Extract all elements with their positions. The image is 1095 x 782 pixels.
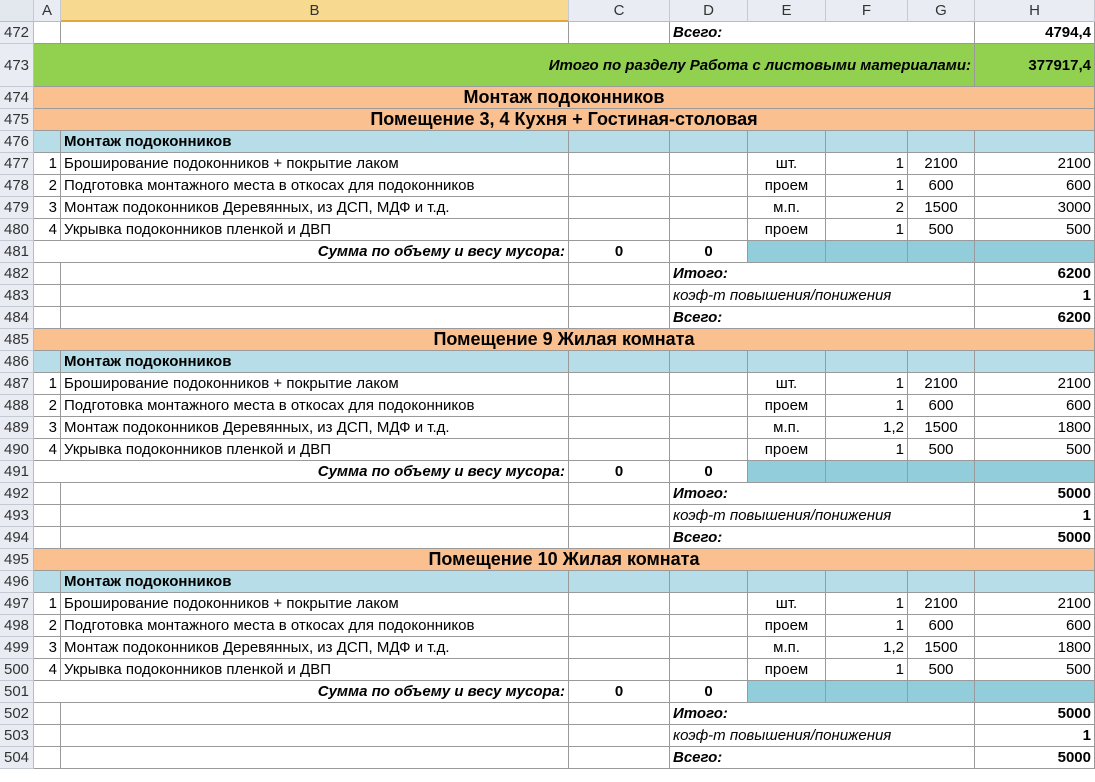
row-header[interactable]: 503 <box>0 725 34 747</box>
item-unit-cell[interactable]: шт. <box>748 153 826 175</box>
cell-c[interactable] <box>569 131 670 153</box>
sheet-row <box>0 219 1095 241</box>
row-header[interactable]: 493 <box>0 505 34 527</box>
item-unit-cell[interactable]: проем <box>748 175 826 197</box>
cell-c[interactable] <box>569 725 670 747</box>
cell-c[interactable] <box>569 219 670 241</box>
sheet-row <box>0 175 1095 197</box>
item-amount-cell[interactable]: 600 <box>975 175 1095 197</box>
row-header[interactable]: 478 <box>0 175 34 197</box>
cell-a[interactable] <box>34 725 61 747</box>
item-quantity-cell[interactable]: 1 <box>826 153 908 175</box>
item-number-cell[interactable]: 4 <box>34 659 61 681</box>
sheet-row <box>0 285 1095 307</box>
total-label-cell[interactable]: Итого: <box>670 703 975 725</box>
item-quantity-cell[interactable]: 1,2 <box>826 637 908 659</box>
item-price-cell[interactable]: 500 <box>908 439 975 461</box>
item-price-cell[interactable]: 500 <box>908 659 975 681</box>
cell-a[interactable] <box>34 571 61 593</box>
item-amount-cell[interactable]: 2100 <box>975 593 1095 615</box>
debris-label-cell[interactable]: Сумма по объему и весу мусора: <box>34 681 569 703</box>
cell-c[interactable] <box>569 615 670 637</box>
cell-e[interactable] <box>748 131 826 153</box>
cell-a[interactable] <box>34 483 61 505</box>
cell-d[interactable] <box>670 219 748 241</box>
total-label-cell[interactable]: Всего: <box>670 307 975 329</box>
item-amount-cell[interactable]: 500 <box>975 219 1095 241</box>
cell-d[interactable] <box>670 153 748 175</box>
item-amount-cell[interactable]: 1800 <box>975 417 1095 439</box>
sheet-row <box>0 703 1095 725</box>
cell-d[interactable] <box>670 373 748 395</box>
item-description-cell[interactable]: Укрывка подоконников пленкой и ДВП <box>61 439 569 461</box>
sheet-row <box>0 593 1095 615</box>
item-quantity-cell[interactable]: 1,2 <box>826 417 908 439</box>
row-header[interactable]: 479 <box>0 197 34 219</box>
cell-c[interactable] <box>569 307 670 329</box>
item-amount-cell[interactable]: 2100 <box>975 153 1095 175</box>
item-unit-cell[interactable]: проем <box>748 219 826 241</box>
debris-volume-cell[interactable]: 0 <box>569 681 670 703</box>
cell-b[interactable] <box>61 505 569 527</box>
item-description-cell[interactable]: Монтаж подоконников Деревянных, из ДСП, МДФ и т.д. <box>61 417 569 439</box>
item-price-cell[interactable]: 500 <box>908 219 975 241</box>
item-quantity-cell[interactable]: 1 <box>826 439 908 461</box>
row-header[interactable]: 500 <box>0 659 34 681</box>
row-header[interactable]: 483 <box>0 285 34 307</box>
total-value-cell[interactable]: 5000 <box>975 527 1095 549</box>
cell-d[interactable] <box>670 659 748 681</box>
item-price-cell[interactable]: 600 <box>908 395 975 417</box>
item-price-cell[interactable]: 1500 <box>908 197 975 219</box>
cell-h[interactable] <box>975 241 1095 263</box>
sheet-row <box>0 439 1095 461</box>
cell-c[interactable] <box>569 22 670 44</box>
debris-weight-cell[interactable]: 0 <box>670 681 748 703</box>
item-number-cell[interactable]: 4 <box>34 219 61 241</box>
cell-f[interactable] <box>826 131 908 153</box>
debris-weight-cell[interactable]: 0 <box>670 241 748 263</box>
sheet-row <box>0 241 1095 263</box>
cell-d[interactable] <box>670 439 748 461</box>
row-header[interactable]: 501 <box>0 681 34 703</box>
cell-e[interactable] <box>748 241 826 263</box>
cell-d[interactable] <box>670 395 748 417</box>
section-title-cell[interactable]: Помещение 10 Жилая комната <box>34 549 1095 571</box>
select-all-corner[interactable] <box>0 0 34 22</box>
cell-c[interactable] <box>569 285 670 307</box>
item-number-cell[interactable]: 2 <box>34 615 61 637</box>
sheet-row <box>0 153 1095 175</box>
item-number-cell[interactable]: 3 <box>34 637 61 659</box>
item-amount-cell[interactable]: 500 <box>975 659 1095 681</box>
total-value-cell[interactable]: 5000 <box>975 483 1095 505</box>
total-value-cell[interactable]: 5000 <box>975 703 1095 725</box>
row-header[interactable]: 480 <box>0 219 34 241</box>
sheet-row <box>0 747 1095 769</box>
sheet-row <box>0 615 1095 637</box>
total-label-cell[interactable]: Всего: <box>670 747 975 769</box>
cell-c[interactable] <box>569 373 670 395</box>
row-header[interactable]: 481 <box>0 241 34 263</box>
row-header[interactable]: 502 <box>0 703 34 725</box>
item-number-cell[interactable]: 1 <box>34 373 61 395</box>
cell-a[interactable] <box>34 22 61 44</box>
cell-d[interactable] <box>670 417 748 439</box>
cell-g[interactable] <box>908 351 975 373</box>
row-header[interactable]: 495 <box>0 549 34 571</box>
row-header[interactable]: 476 <box>0 131 34 153</box>
item-price-cell[interactable]: 600 <box>908 175 975 197</box>
row-header[interactable]: 487 <box>0 373 34 395</box>
coefficient-label-cell[interactable]: коэф-т повышения/понижения <box>670 505 975 527</box>
item-unit-cell[interactable]: м.п. <box>748 417 826 439</box>
item-unit-cell[interactable]: шт. <box>748 593 826 615</box>
cell-c[interactable] <box>569 417 670 439</box>
item-quantity-cell[interactable]: 1 <box>826 659 908 681</box>
item-description-cell[interactable]: Подготовка монтажного места в откосах для подоконников <box>61 175 569 197</box>
cell-a[interactable] <box>34 307 61 329</box>
cell-g[interactable] <box>908 461 975 483</box>
item-quantity-cell[interactable]: 1 <box>826 615 908 637</box>
row-header[interactable]: 491 <box>0 461 34 483</box>
row-header[interactable]: 497 <box>0 593 34 615</box>
item-price-cell[interactable]: 1500 <box>908 637 975 659</box>
section-total-label[interactable]: Итого по разделу Работа с листовыми материалами: <box>34 44 975 87</box>
cell-d[interactable] <box>670 615 748 637</box>
cell-c[interactable] <box>569 505 670 527</box>
debris-volume-cell[interactable]: 0 <box>569 241 670 263</box>
item-quantity-cell[interactable]: 2 <box>826 197 908 219</box>
item-unit-cell[interactable]: проем <box>748 615 826 637</box>
cell-d[interactable] <box>670 351 748 373</box>
cell-h[interactable] <box>975 461 1095 483</box>
sheet-row <box>0 131 1095 153</box>
total-label-cell[interactable]: Всего: <box>670 527 975 549</box>
row-header[interactable]: 492 <box>0 483 34 505</box>
cell-b[interactable] <box>61 22 569 44</box>
item-description-cell[interactable]: Броширование подоконников + покрытие лаком <box>61 593 569 615</box>
sheet-row <box>0 483 1095 505</box>
item-description-cell[interactable]: Подготовка монтажного места в откосах для подоконников <box>61 395 569 417</box>
row-header[interactable]: 475 <box>0 109 34 131</box>
cell-c[interactable] <box>569 703 670 725</box>
item-description-cell[interactable]: Укрывка подоконников пленкой и ДВП <box>61 219 569 241</box>
cell-a[interactable] <box>34 285 61 307</box>
cell-c[interactable] <box>569 197 670 219</box>
cell-d[interactable] <box>670 593 748 615</box>
debris-label-cell[interactable]: Сумма по объему и весу мусора: <box>34 241 569 263</box>
item-description-cell[interactable]: Монтаж подоконников Деревянных, из ДСП, МДФ и т.д. <box>61 197 569 219</box>
section-title-cell[interactable]: Помещение 9 Жилая комната <box>34 329 1095 351</box>
cell-d[interactable] <box>670 175 748 197</box>
item-price-cell[interactable]: 2100 <box>908 593 975 615</box>
row-header[interactable]: 477 <box>0 153 34 175</box>
cell-d[interactable] <box>670 637 748 659</box>
sheet-row <box>0 307 1095 329</box>
cell-d[interactable] <box>670 571 748 593</box>
item-quantity-cell[interactable]: 1 <box>826 395 908 417</box>
cell-f[interactable] <box>826 461 908 483</box>
cell-h[interactable] <box>975 681 1095 703</box>
cell-b[interactable] <box>61 747 569 769</box>
cell-c[interactable] <box>569 351 670 373</box>
item-amount-cell[interactable]: 500 <box>975 439 1095 461</box>
total-label-cell[interactable]: Итого: <box>670 483 975 505</box>
sheet-row <box>0 263 1095 285</box>
sheet-row <box>0 329 1095 351</box>
sheet-row <box>0 395 1095 417</box>
sheet-row <box>0 109 1095 131</box>
column-header-a[interactable]: A <box>34 0 61 22</box>
total-label-cell[interactable]: Всего: <box>670 22 975 44</box>
coefficient-value-cell[interactable]: 1 <box>975 725 1095 747</box>
item-unit-cell[interactable]: шт. <box>748 373 826 395</box>
cell-c[interactable] <box>569 395 670 417</box>
total-value-cell[interactable]: 4794,4 <box>975 22 1095 44</box>
item-amount-cell[interactable]: 1800 <box>975 637 1095 659</box>
cell-c[interactable] <box>569 263 670 285</box>
cell-a[interactable] <box>34 527 61 549</box>
row-header[interactable]: 472 <box>0 22 34 44</box>
cell-a[interactable] <box>34 703 61 725</box>
cell-b[interactable] <box>61 703 569 725</box>
cell-h[interactable] <box>975 571 1095 593</box>
group-header-cell[interactable]: Монтаж подоконников <box>61 351 569 373</box>
coefficient-value-cell[interactable]: 1 <box>975 285 1095 307</box>
row-header[interactable]: 474 <box>0 87 34 109</box>
row-header[interactable]: 490 <box>0 439 34 461</box>
cell-b[interactable] <box>61 527 569 549</box>
item-unit-cell[interactable]: проем <box>748 395 826 417</box>
cell-c[interactable] <box>569 175 670 197</box>
cell-g[interactable] <box>908 241 975 263</box>
row-header[interactable]: 489 <box>0 417 34 439</box>
item-amount-cell[interactable]: 600 <box>975 395 1095 417</box>
row-header[interactable]: 499 <box>0 637 34 659</box>
item-description-cell[interactable]: Броширование подоконников + покрытие лаком <box>61 153 569 175</box>
cell-c[interactable] <box>569 439 670 461</box>
sheet-row <box>0 461 1095 483</box>
sheet-row <box>0 351 1095 373</box>
cell-c[interactable] <box>569 571 670 593</box>
cell-d[interactable] <box>670 197 748 219</box>
cell-a[interactable] <box>34 747 61 769</box>
row-header[interactable]: 498 <box>0 615 34 637</box>
sheet-row <box>0 22 1095 44</box>
item-number-cell[interactable]: 2 <box>34 175 61 197</box>
cell-f[interactable] <box>826 681 908 703</box>
sheet-row <box>0 87 1095 109</box>
cell-h[interactable] <box>975 351 1095 373</box>
sheet-row <box>0 197 1095 219</box>
item-unit-cell[interactable]: проем <box>748 659 826 681</box>
cell-a[interactable] <box>34 263 61 285</box>
column-header-c[interactable]: C <box>569 0 670 22</box>
coefficient-label-cell[interactable]: коэф-т повышения/понижения <box>670 285 975 307</box>
cell-e[interactable] <box>748 571 826 593</box>
item-unit-cell[interactable]: м.п. <box>748 637 826 659</box>
coefficient-label-cell[interactable]: коэф-т повышения/понижения <box>670 725 975 747</box>
cell-c[interactable] <box>569 747 670 769</box>
item-quantity-cell[interactable]: 1 <box>826 593 908 615</box>
section-total-value[interactable]: 377917,4 <box>975 44 1095 87</box>
cell-f[interactable] <box>826 571 908 593</box>
item-description-cell[interactable]: Укрывка подоконников пленкой и ДВП <box>61 659 569 681</box>
cell-b[interactable] <box>61 263 569 285</box>
cell-a[interactable] <box>34 131 61 153</box>
sheet-row <box>0 725 1095 747</box>
column-header-b[interactable]: B <box>61 0 569 22</box>
item-number-cell[interactable]: 2 <box>34 395 61 417</box>
column-header-f[interactable]: F <box>826 0 908 22</box>
sheet-row <box>0 549 1095 571</box>
item-quantity-cell[interactable]: 1 <box>826 219 908 241</box>
cell-c[interactable] <box>569 593 670 615</box>
section-title-cell[interactable]: Монтаж подоконников <box>34 87 1095 109</box>
item-number-cell[interactable]: 1 <box>34 593 61 615</box>
item-price-cell[interactable]: 1500 <box>908 417 975 439</box>
item-quantity-cell[interactable]: 1 <box>826 373 908 395</box>
sheet-row <box>0 571 1095 593</box>
item-description-cell[interactable]: Подготовка монтажного места в откосах для подоконников <box>61 615 569 637</box>
coefficient-value-cell[interactable]: 1 <box>975 505 1095 527</box>
item-amount-cell[interactable]: 600 <box>975 615 1095 637</box>
sheet-row <box>0 659 1095 681</box>
item-quantity-cell[interactable]: 1 <box>826 175 908 197</box>
item-amount-cell[interactable]: 3000 <box>975 197 1095 219</box>
cell-e[interactable] <box>748 461 826 483</box>
cell-b[interactable] <box>61 285 569 307</box>
debris-label-cell[interactable]: Сумма по объему и весу мусора: <box>34 461 569 483</box>
sheet-row <box>0 505 1095 527</box>
total-value-cell[interactable]: 6200 <box>975 263 1095 285</box>
row-header[interactable]: 486 <box>0 351 34 373</box>
cell-f[interactable] <box>826 351 908 373</box>
item-number-cell[interactable]: 3 <box>34 197 61 219</box>
item-number-cell[interactable]: 3 <box>34 417 61 439</box>
cell-a[interactable] <box>34 505 61 527</box>
column-header-h[interactable]: H <box>975 0 1095 22</box>
sheet-row <box>0 417 1095 439</box>
cell-g[interactable] <box>908 131 975 153</box>
sheet-row <box>0 681 1095 703</box>
cell-c[interactable] <box>569 659 670 681</box>
row-header[interactable]: 488 <box>0 395 34 417</box>
row-header[interactable]: 504 <box>0 747 34 769</box>
sheet-row <box>0 637 1095 659</box>
row-header[interactable]: 496 <box>0 571 34 593</box>
group-header-cell[interactable]: Монтаж подоконников <box>61 571 569 593</box>
item-number-cell[interactable]: 4 <box>34 439 61 461</box>
item-price-cell[interactable]: 2100 <box>908 373 975 395</box>
total-value-cell[interactable]: 5000 <box>975 747 1095 769</box>
sheet-row <box>0 373 1095 395</box>
row-header[interactable]: 473 <box>0 44 34 87</box>
cell-c[interactable] <box>569 153 670 175</box>
item-price-cell[interactable]: 600 <box>908 615 975 637</box>
section-title-cell[interactable]: Помещение 3, 4 Кухня + Гостиная-столовая <box>34 109 1095 131</box>
cell-b[interactable] <box>61 307 569 329</box>
cell-e[interactable] <box>748 351 826 373</box>
cell-h[interactable] <box>975 131 1095 153</box>
column-header-g[interactable]: G <box>908 0 975 22</box>
cell-b[interactable] <box>61 725 569 747</box>
item-description-cell[interactable]: Броширование подоконников + покрытие лаком <box>61 373 569 395</box>
total-value-cell[interactable]: 6200 <box>975 307 1095 329</box>
cell-b[interactable] <box>61 483 569 505</box>
cell-g[interactable] <box>908 681 975 703</box>
row-header[interactable]: 482 <box>0 263 34 285</box>
cell-e[interactable] <box>748 681 826 703</box>
column-header-e[interactable]: E <box>748 0 826 22</box>
row-header[interactable]: 494 <box>0 527 34 549</box>
cell-c[interactable] <box>569 483 670 505</box>
item-unit-cell[interactable]: м.п. <box>748 197 826 219</box>
item-description-cell[interactable]: Монтаж подоконников Деревянных, из ДСП, МДФ и т.д. <box>61 637 569 659</box>
total-label-cell[interactable]: Итого: <box>670 263 975 285</box>
column-header-d[interactable]: D <box>670 0 748 22</box>
cell-f[interactable] <box>826 241 908 263</box>
debris-volume-cell[interactable]: 0 <box>569 461 670 483</box>
cell-c[interactable] <box>569 527 670 549</box>
item-price-cell[interactable]: 2100 <box>908 153 975 175</box>
item-number-cell[interactable]: 1 <box>34 153 61 175</box>
cell-g[interactable] <box>908 571 975 593</box>
sheet-row <box>0 44 1095 87</box>
group-header-cell[interactable]: Монтаж подоконников <box>61 131 569 153</box>
item-amount-cell[interactable]: 2100 <box>975 373 1095 395</box>
cell-c[interactable] <box>569 637 670 659</box>
debris-weight-cell[interactable]: 0 <box>670 461 748 483</box>
cell-d[interactable] <box>670 131 748 153</box>
cell-a[interactable] <box>34 351 61 373</box>
item-unit-cell[interactable]: проем <box>748 439 826 461</box>
row-header[interactable]: 484 <box>0 307 34 329</box>
sheet-row <box>0 527 1095 549</box>
row-header[interactable]: 485 <box>0 329 34 351</box>
